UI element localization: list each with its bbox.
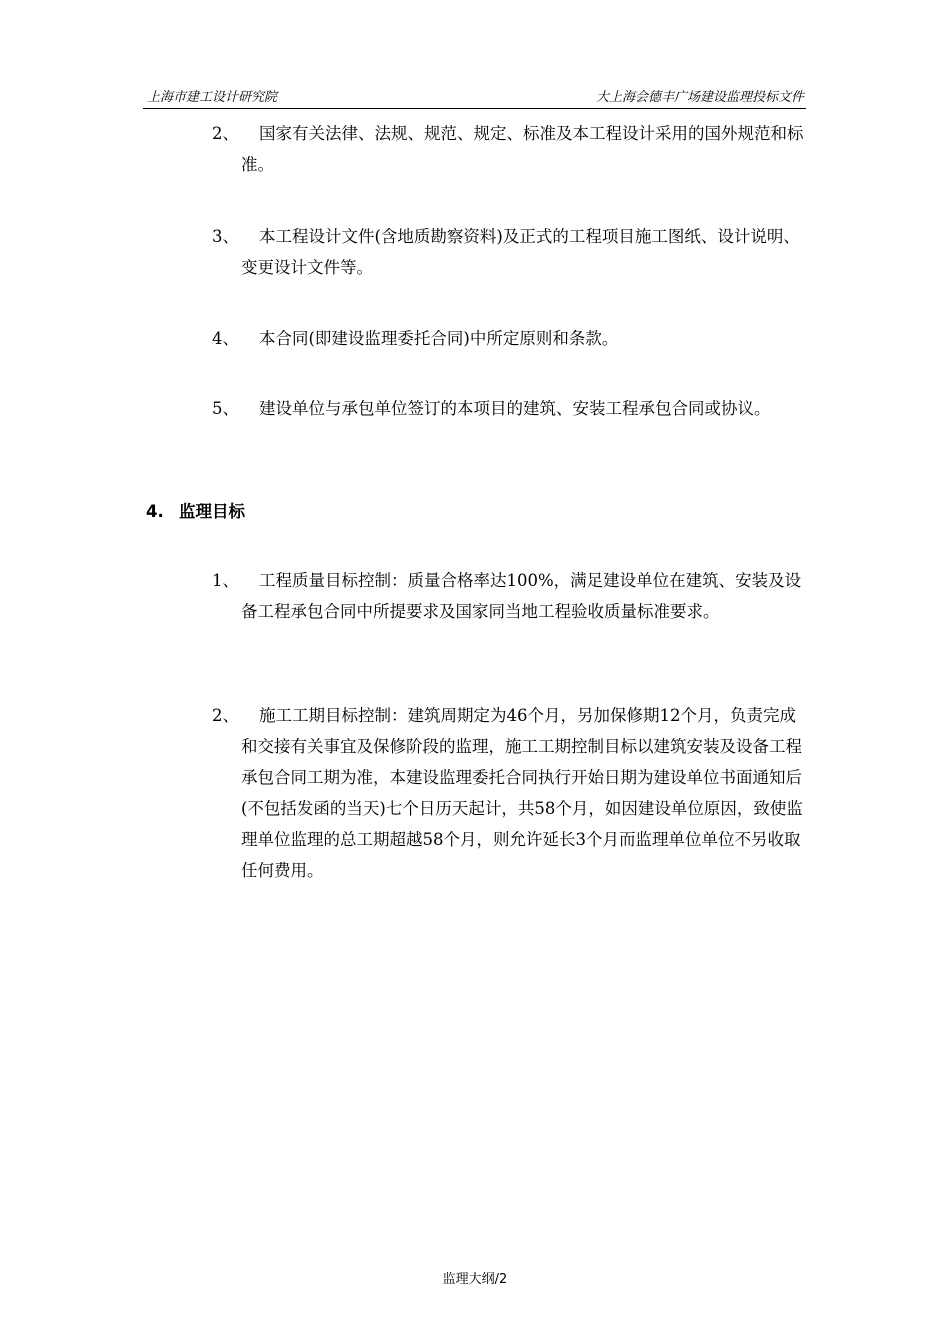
list-item-number: 2、 <box>212 706 239 725</box>
list-item-text: 国家有关法律、法规、规范、规定、标准及本工程设计采用的国外规范和标准。 <box>241 124 804 174</box>
list-item-number: 4、 <box>212 329 239 348</box>
list-item <box>212 323 808 354</box>
header-organization: 上海市建工设计研究院 <box>147 90 278 105</box>
list-item-number: 3、 <box>212 227 239 246</box>
list-item-text: 工程质量目标控制：质量合格率达100%，满足建设单位在建筑、安装及设备工程承包合同中所提要求及国家同当地工程验收质量标准要求。 <box>241 571 802 621</box>
section-title: 监理目标 <box>179 502 245 521</box>
list-item-text: 建设单位与承包单位签订的本项目的建筑、安装工程承包合同或协议。 <box>259 399 771 418</box>
list-item <box>212 393 808 424</box>
list-item-text: 本合同(即建设监理委托合同)中所定原则和条款。 <box>259 329 619 348</box>
list-item-number: 2、 <box>212 124 239 143</box>
header-document-title: 大上海会德丰广场建设监理投标文件 <box>595 90 804 105</box>
page-header <box>143 88 806 109</box>
list-item <box>212 700 808 886</box>
list-item <box>212 118 808 180</box>
list-item <box>212 221 808 283</box>
list-item-text: 施工工期目标控制：建筑周期定为46个月，另加保修期12个月，负责完成和交接有关事宜及保修阶段的监理，施工工期控制目标以建筑安装及设备工程承包合同工期为准，本建设监理委托合同执行开始日期为建设单位书面通知后(不包括发函的当天)七个日历天起计，共58个月，如因建设单位原因，致使监理单位监理的总工期超越58个月，则允许延长3个月而监理单位单位不另收取任何费用。 <box>241 706 803 880</box>
section-heading <box>146 498 245 526</box>
list-item-text: 本工程设计文件(含地质勘察资料)及正式的工程项目施工图纸、设计说明、变更设计文件等。 <box>241 227 800 277</box>
list-item-number: 5、 <box>212 399 239 418</box>
page-footer: 监理大纲/2 <box>442 1272 508 1287</box>
section-number: 4. <box>146 502 164 521</box>
list-item-number: 1、 <box>212 571 239 590</box>
list-item <box>212 565 808 627</box>
